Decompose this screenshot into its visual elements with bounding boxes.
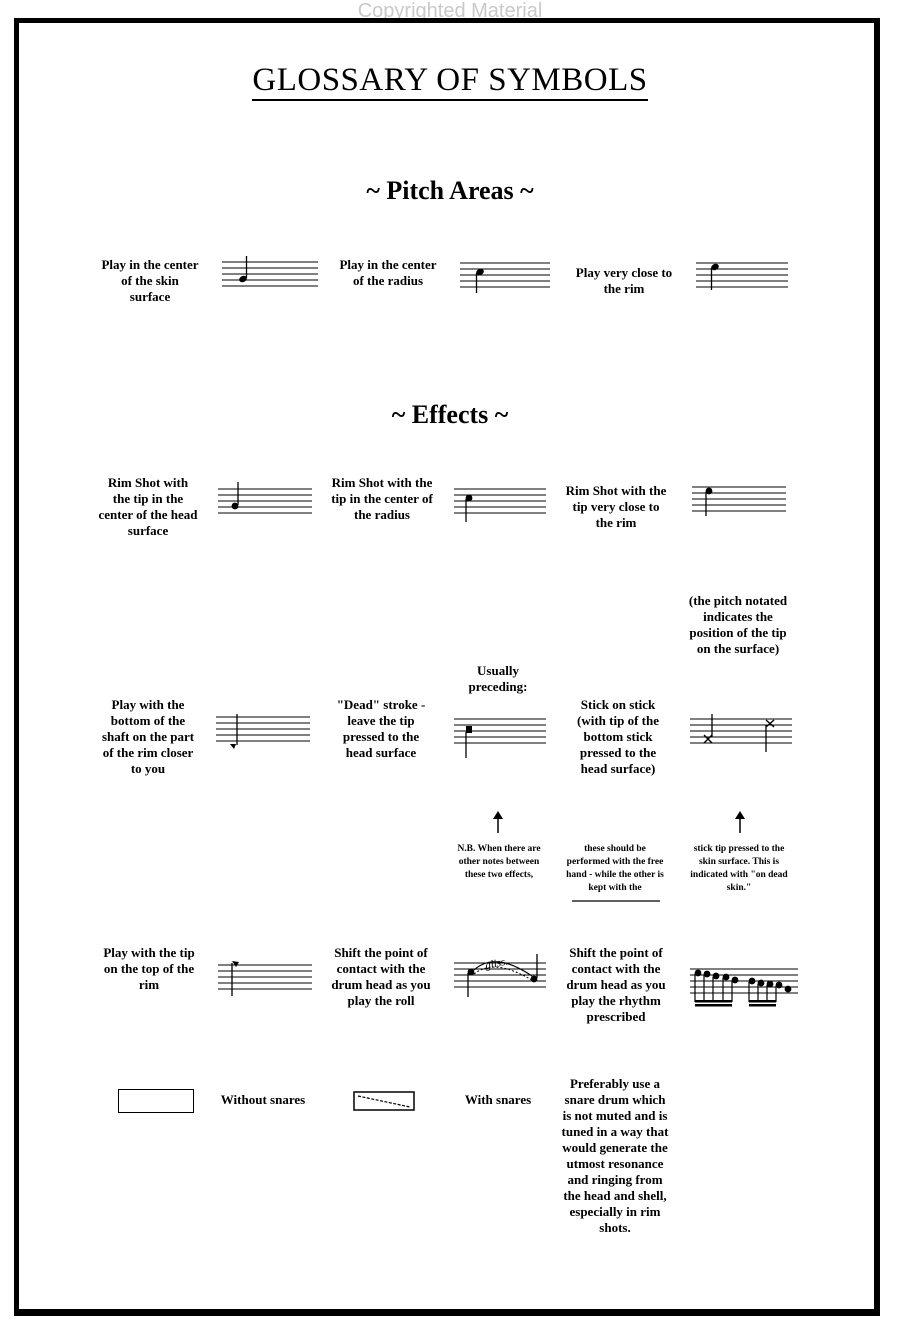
pitch-area-label-center: Play in the center of the skin surface <box>101 257 199 304</box>
dead-stroke-notation <box>452 714 548 760</box>
up-arrow-icon <box>733 810 747 834</box>
shaft-rim-notation <box>214 710 312 754</box>
without-snares-label: Without snares <box>220 1092 306 1107</box>
with-snares-label: With snares <box>464 1092 532 1107</box>
pitch-center-notation <box>220 255 320 295</box>
tip-top-rim-notation <box>216 958 314 1000</box>
pitch-position-note: (the pitch notated indicates the position of the tip on the surface) <box>688 593 788 656</box>
copyright-watermark: Copyrighted Material <box>357 0 543 22</box>
pitch-rim-notation <box>694 256 790 292</box>
pitch-area-label-rim: Play very close to the rim <box>575 265 673 296</box>
with-snares-symbol <box>352 1090 416 1114</box>
effect-label-shift-rhythm: Shift the point of contact with the drum head as you play the rhythm prescribed <box>566 945 666 1024</box>
page-frame <box>14 18 880 1316</box>
footnote-divider <box>572 899 660 903</box>
effect-label-tip-top-rim: Play with the tip on the top of the rim <box>103 945 195 992</box>
without-snares-symbol <box>118 1089 194 1113</box>
effect-label-dead-stroke: "Dead" stroke - leave the tip pressed to the head surface <box>336 697 426 760</box>
nb-note: N.B. When there are other notes between these two effects, <box>457 844 541 880</box>
free-hand-note: these should be performed with the free hand - while the other is kept with the <box>566 844 664 893</box>
shift-rhythm-notation <box>688 960 800 1010</box>
gliss-label: gliss. <box>484 955 510 972</box>
section-heading-pitch-areas: ~ Pitch Areas ~ <box>366 176 534 205</box>
page-title-text: GLOSSARY OF SYMBOLS <box>252 62 647 101</box>
effect-label-shaft-rim: Play with the bottom of the shaft on the part of the rim closer to you <box>101 697 195 776</box>
rim-shot-rim-notation <box>690 482 788 522</box>
rim-shot-radius-notation <box>452 484 548 524</box>
shift-roll-notation <box>452 950 548 1000</box>
page-title <box>0 62 900 99</box>
effect-label-stick-on-stick: Stick on stick (with tip of the bottom stick pressed to the head surface) <box>577 697 659 776</box>
effect-label-rim-shot-radius: Rim Shot with the tip in the center of the radius <box>331 475 433 522</box>
effect-label-rim-shot-center: Rim Shot with the tip in the center of the head surface <box>98 475 198 538</box>
pitch-radius-notation <box>458 258 552 294</box>
section-heading-effects: ~ Effects ~ <box>391 400 509 429</box>
snare-drum-note: Preferably use a snare drum which is not muted and is tuned in a way that would generate the utmost resonance and ringing from the head and shell, especially in rim shots. <box>561 1076 669 1235</box>
effect-label-rim-shot-rim: Rim Shot with the tip very close to the rim <box>565 483 667 530</box>
stick-on-stick-notation <box>688 712 794 754</box>
up-arrow-icon <box>491 810 505 834</box>
pitch-area-label-radius: Play in the center of the radius <box>339 257 437 288</box>
rim-shot-center-notation <box>216 478 314 520</box>
usually-preceding-label: Usually preceding: <box>468 663 528 694</box>
effect-label-shift-roll: Shift the point of contact with the drum head as you play the roll <box>331 945 431 1008</box>
stick-tip-note: stick tip pressed to the skin surface. This is indicated with "on dead skin." <box>690 844 788 893</box>
